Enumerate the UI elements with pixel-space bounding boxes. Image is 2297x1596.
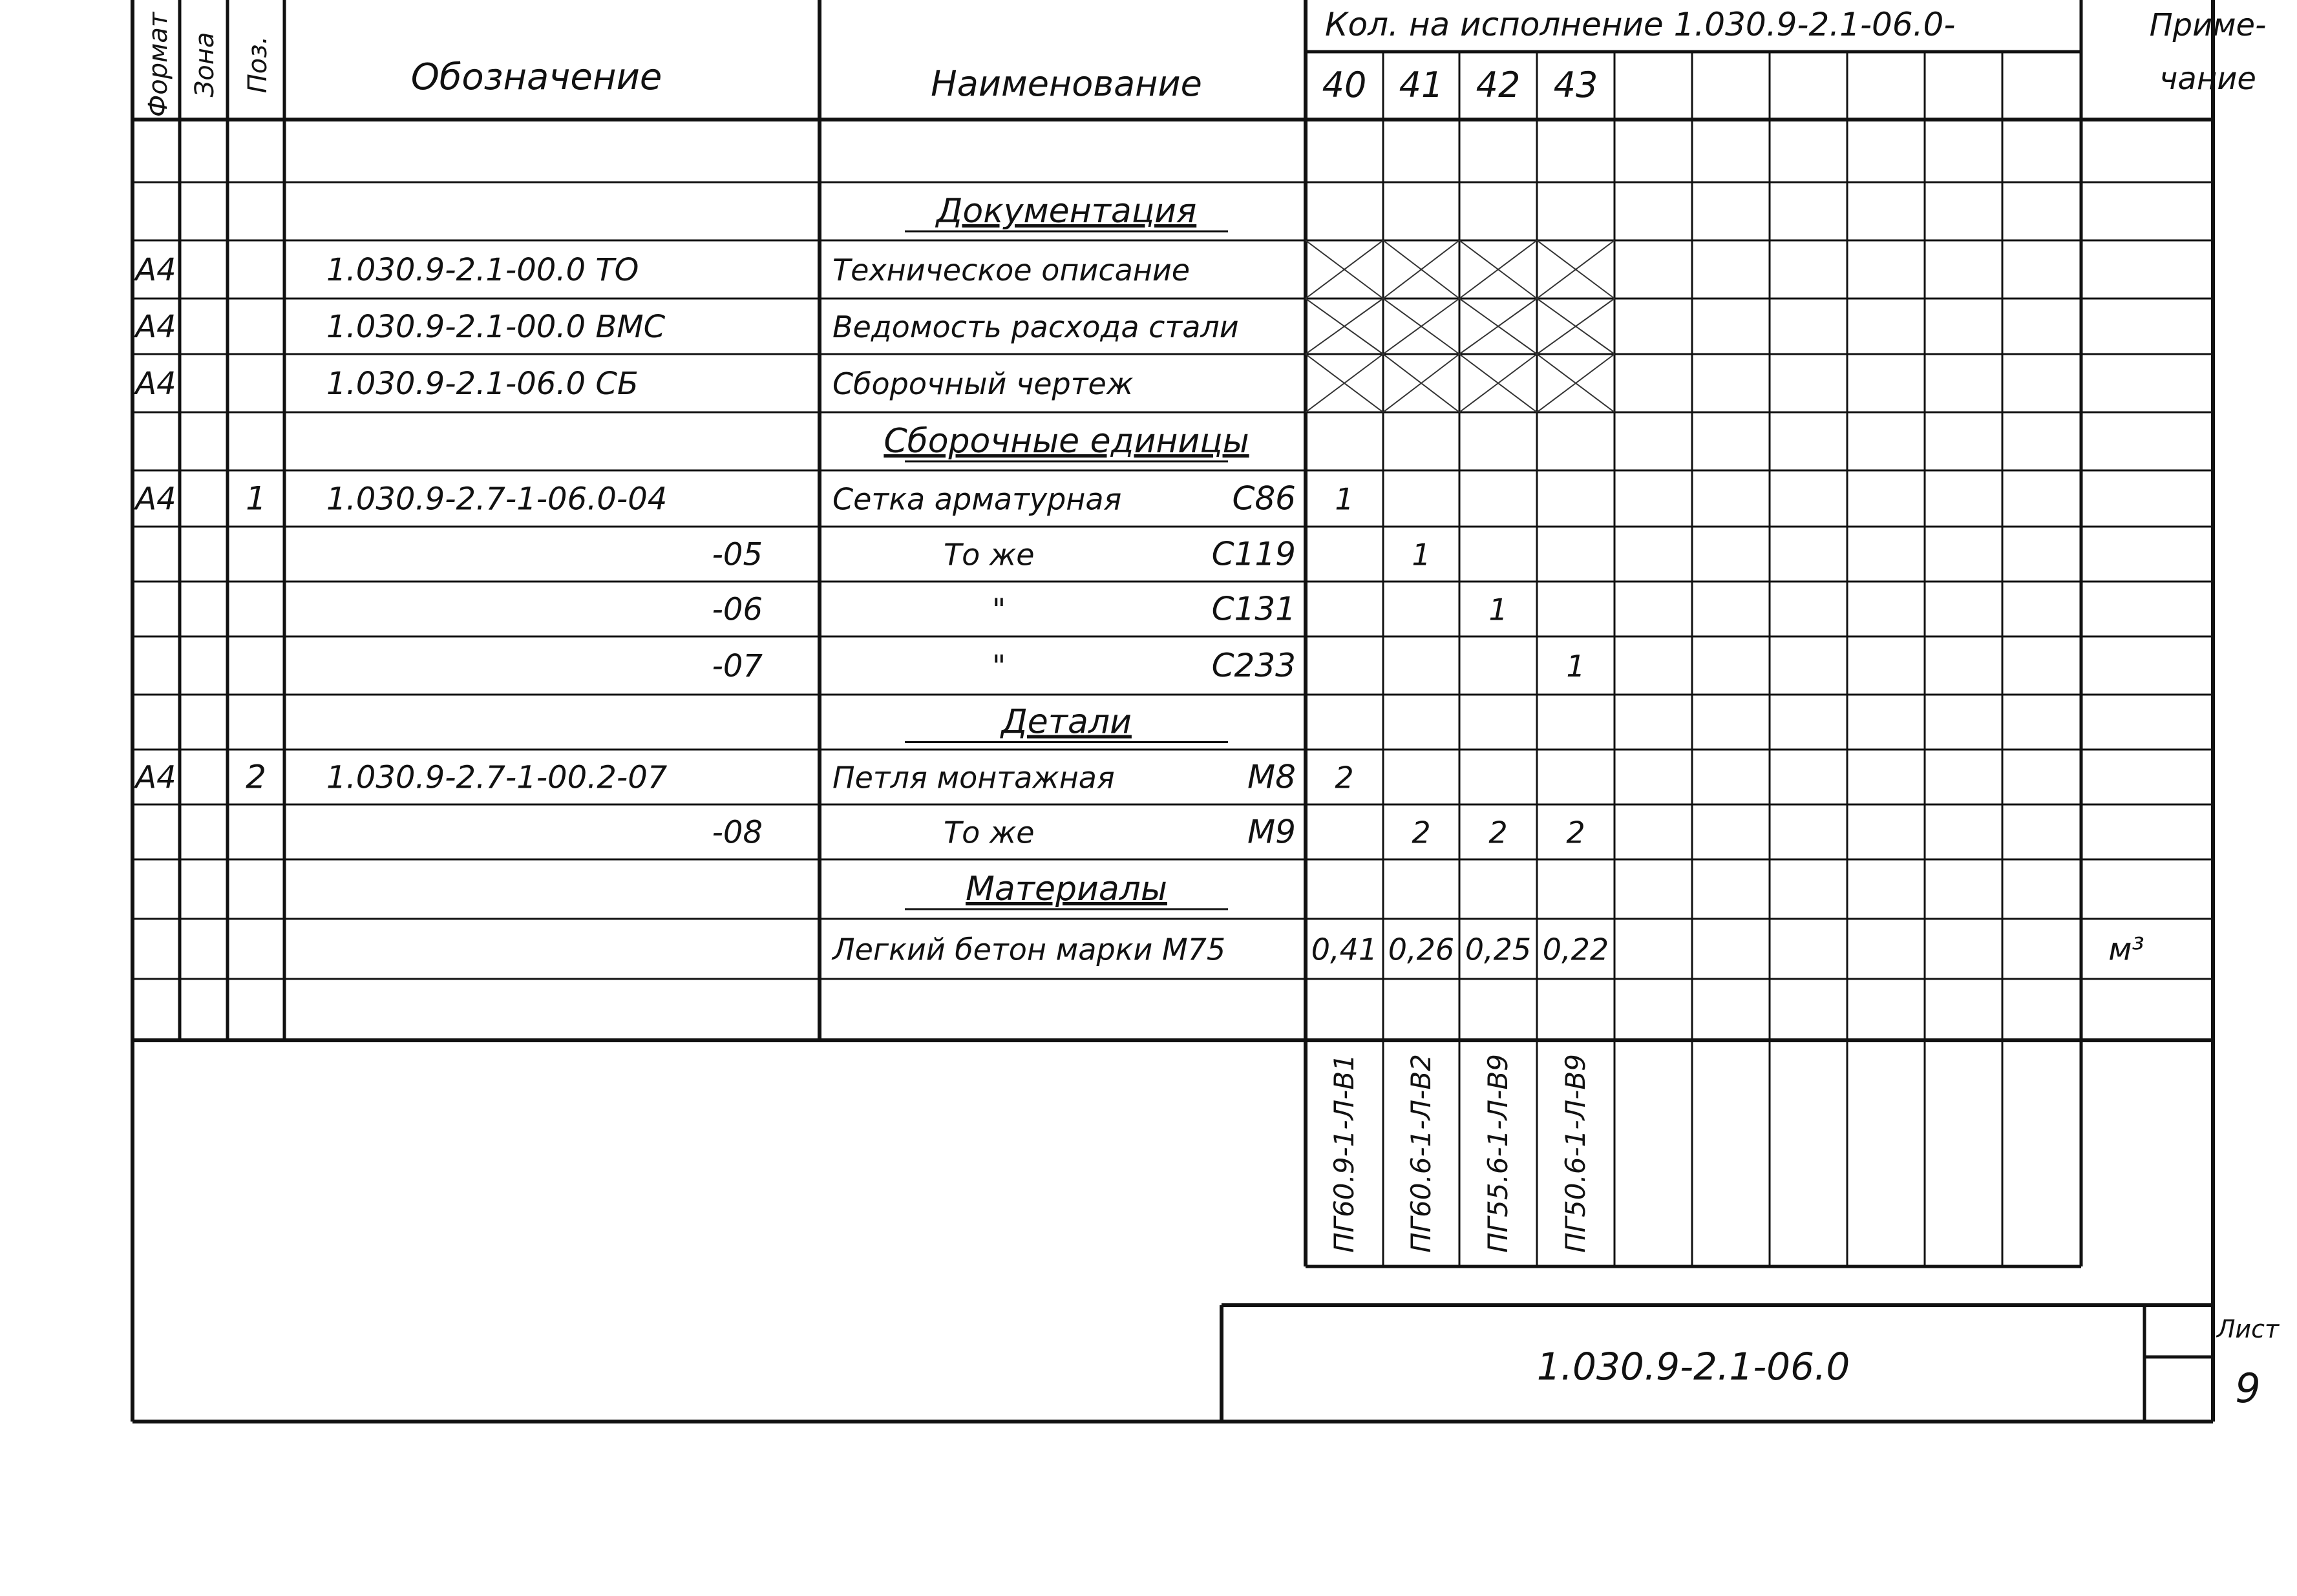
row-qty: 2 <box>1566 815 1585 850</box>
title-block-sheet-number: 9 <box>2235 1365 2261 1412</box>
row-pos: 2 <box>246 758 266 796</box>
row-format: А4 <box>135 481 176 518</box>
header-qty-title: Кол. на исполнение 1.030.9-2.1-06.0- <box>1325 6 1956 43</box>
variant-header: 43 <box>1553 65 1598 105</box>
header-pos: Поз. <box>243 36 273 94</box>
variant-header: 40 <box>1322 65 1367 105</box>
row-name: " <box>992 592 1006 627</box>
row-mark: С119 <box>1211 535 1296 573</box>
header-designation: Обозначение <box>410 56 662 98</box>
row-name: То же <box>944 815 1035 850</box>
row-qty: 1 <box>1566 649 1585 684</box>
table-row <box>712 814 1585 851</box>
row-designation: -05 <box>712 536 763 573</box>
row-qty: 1 <box>1488 592 1508 627</box>
row-qty: 0,41 <box>1311 932 1378 967</box>
row-mark: С86 <box>1232 479 1296 518</box>
row-name: Сборочный чертеж <box>832 366 1134 401</box>
row-format: А4 <box>135 309 176 345</box>
header-note-line2: чание <box>2159 61 2256 97</box>
section-title: Документация <box>936 192 1197 231</box>
row-designation: 1.030.9-2.7-1-06.0-04 <box>326 481 668 518</box>
section-title: Детали <box>1001 702 1132 742</box>
table-row <box>712 591 1508 628</box>
header-format: Формат <box>143 12 173 118</box>
row-name: Ведомость расхода стали <box>832 310 1239 344</box>
row-mark: М9 <box>1247 813 1296 851</box>
row-name: " <box>992 649 1006 684</box>
row-name: Легкий бетон марки М75 <box>832 932 1226 967</box>
row-name: Техническое описание <box>832 253 1191 288</box>
section-row <box>884 422 1249 461</box>
table-body <box>133 192 2144 968</box>
title-block-code: 1.030.9-2.1-06.0 <box>1536 1345 1850 1389</box>
variant-header: 42 <box>1476 65 1521 105</box>
row-qty: 2 <box>1335 760 1354 795</box>
row-qty: 2 <box>1412 815 1431 850</box>
row-format: А4 <box>135 252 176 288</box>
section-row <box>905 870 1228 909</box>
row-format: А4 <box>135 759 176 796</box>
row-mark: С131 <box>1211 590 1296 628</box>
table-row <box>133 480 1353 518</box>
section-row <box>905 192 1228 231</box>
header-note-line1: Приме- <box>2149 7 2267 43</box>
row-name: Сетка арматурная <box>832 481 1122 517</box>
row-designation: 1.030.9-2.1-06.0 СБ <box>326 366 639 402</box>
row-qty: 0,26 <box>1388 932 1455 967</box>
variant-header: 41 <box>1399 65 1444 105</box>
row-pos: 1 <box>246 479 266 518</box>
table-header <box>143 6 2266 117</box>
row-designation: -08 <box>712 814 763 851</box>
table-row <box>712 647 1585 684</box>
header-zone: Зона <box>190 32 220 98</box>
row-name: Петля монтажная <box>832 760 1115 795</box>
row-name: То же <box>944 537 1035 572</box>
row-qty: 0,22 <box>1542 932 1609 967</box>
section-title: Материалы <box>966 870 1167 908</box>
row-qty: 0,25 <box>1465 932 1532 967</box>
table-row <box>133 252 1190 288</box>
row-designation: -06 <box>712 591 763 628</box>
row-note: м³ <box>2108 931 2144 968</box>
section-title: Сборочные единицы <box>884 422 1249 461</box>
row-qty: 2 <box>1488 815 1508 850</box>
title-block-sheet-label: Лист <box>2216 1315 2280 1343</box>
title-block <box>1537 1315 2280 1412</box>
row-mark: С233 <box>1211 647 1296 684</box>
product-mark: ПГ55.6-1-Л-В9 <box>1482 1054 1514 1253</box>
row-designation: -07 <box>712 648 763 684</box>
table-row <box>831 932 2144 968</box>
row-designation: 1.030.9-2.7-1-00.2-07 <box>326 759 668 796</box>
header-name: Наименование <box>931 63 1202 104</box>
section-row <box>905 703 1228 742</box>
product-mark: ПГ60.6-1-Л-В2 <box>1405 1054 1437 1253</box>
table-row <box>133 759 1353 796</box>
row-designation: 1.030.9-2.1-00.0 ТО <box>326 252 639 288</box>
product-mark: ПГ50.6-1-Л-В9 <box>1560 1054 1591 1253</box>
row-format: А4 <box>135 366 176 402</box>
row-qty: 1 <box>1335 481 1354 517</box>
row-qty: 1 <box>1412 537 1431 572</box>
table-row <box>133 309 1238 345</box>
product-mark: ПГ60.9-1-Л-В1 <box>1328 1054 1360 1253</box>
row-mark: М8 <box>1247 758 1296 796</box>
row-designation: 1.030.9-2.1-00.0 ВМС <box>326 309 666 345</box>
